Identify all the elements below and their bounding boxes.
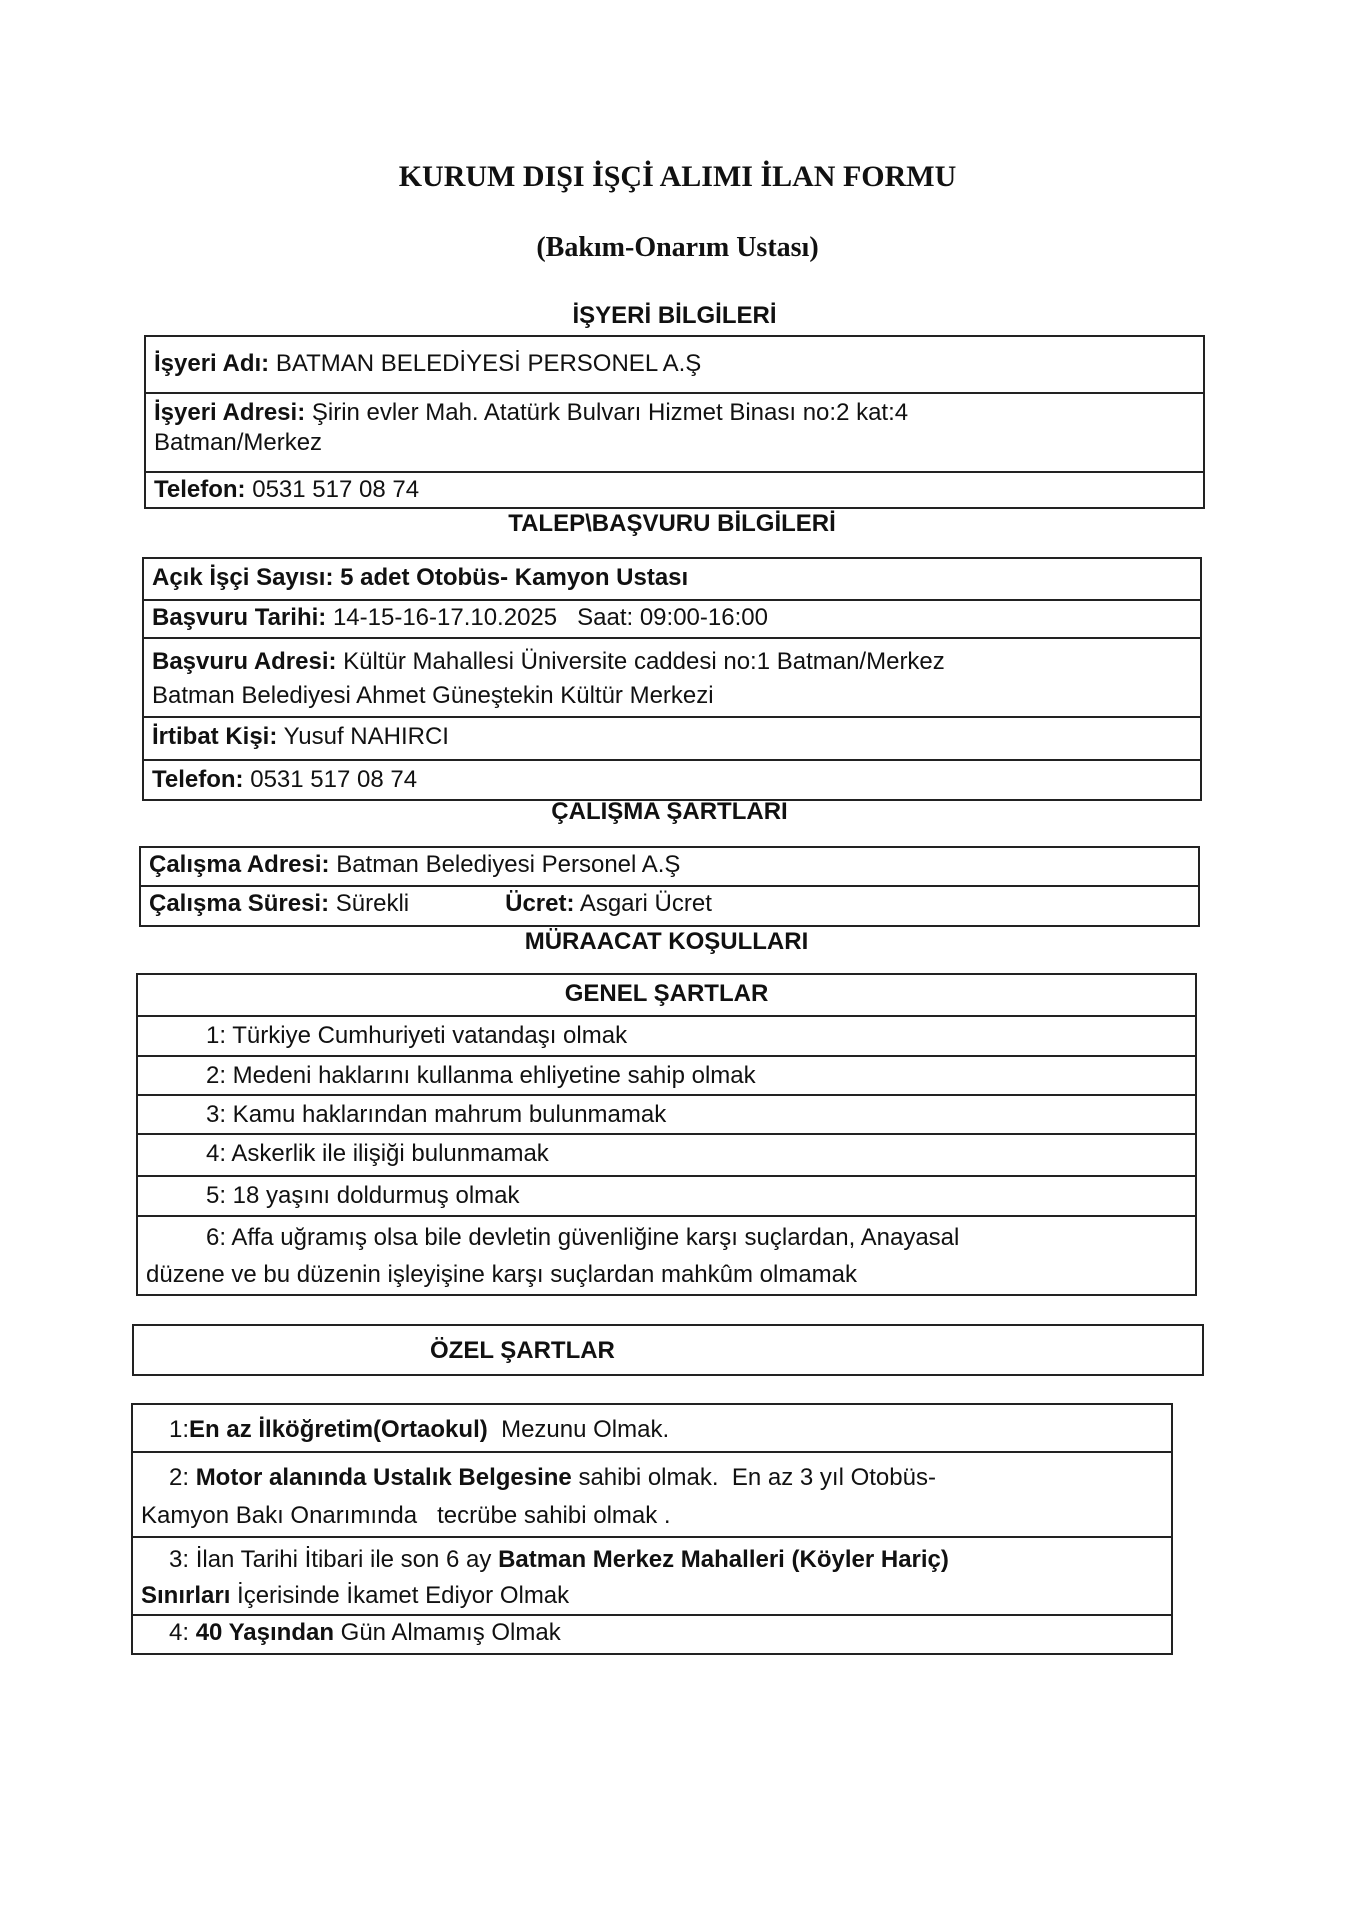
- item-text: 1: Türkiye Cumhuriyeti vatandaşı olmak: [206, 1022, 628, 1049]
- value: Batman Belediyesi Personel A.Ş: [336, 851, 681, 878]
- ucret-value: Asgari Ücret: [579, 890, 712, 917]
- item-text-line2: İçerisinde İkamet Ediyor Olmak: [230, 1582, 570, 1609]
- item-text: Mezunu Olmak.: [487, 1416, 670, 1443]
- ozel-item: [133, 1405, 1171, 1453]
- ozel-sartlar-table: [131, 1403, 1173, 1655]
- genel-item: [138, 1096, 1195, 1135]
- item-num: 4:: [169, 1619, 196, 1646]
- value: 5 adet Otobüs- Kamyon Ustası: [340, 564, 689, 591]
- calisma-heading: ÇALIŞMA ŞARTLARI: [551, 798, 788, 825]
- item-text: 3: Kamu haklarından mahrum bulunmamak: [206, 1101, 667, 1128]
- label: Çalışma Süresi:: [149, 890, 330, 917]
- item-text: İlan Tarihi İtibari ile son 6 ay: [195, 1546, 499, 1573]
- value: BATMAN BELEDİYESİ PERSONEL A.Ş: [275, 350, 702, 377]
- ozel-item: [133, 1616, 1171, 1655]
- form-subtitle: (Bakım-Onarım Ustası): [536, 232, 819, 263]
- value-line2: Batman Belediyesi Ahmet Güneştekin Kültür Merkezi: [152, 682, 714, 709]
- isyeri-adres-row: [146, 394, 1203, 473]
- isyeri-table: [144, 335, 1205, 509]
- form-title: KURUM DIŞI İŞÇİ ALIMI İLAN FORMU: [398, 160, 957, 193]
- value: 14-15-16-17.10.2025 Saat: 09:00-16:00: [332, 604, 768, 631]
- irtibat-row: [144, 718, 1200, 761]
- muracaat-heading: MÜRAACAT KOŞULLARI: [524, 928, 809, 955]
- isyeri-telefon-row: [146, 473, 1203, 509]
- talep-heading: TALEP\BAŞVURU BİLGİLERİ: [508, 510, 836, 537]
- value: 0531 517 08 74: [252, 476, 420, 503]
- ozel-sartlar-heading-box: [132, 1324, 1204, 1376]
- ozel-item: [133, 1453, 1171, 1538]
- label: Telefon:: [154, 476, 246, 503]
- genel-item: [138, 1217, 1195, 1296]
- genel-item: [138, 1057, 1195, 1096]
- calisma-sure-row: [141, 887, 1198, 927]
- label: Telefon:: [152, 766, 244, 793]
- basvuru-adres-row: [144, 639, 1200, 718]
- calisma-table: [139, 846, 1200, 927]
- value: Şirin evler Mah. Atatürk Bulvarı Hizmet Binası no:2 kat:4: [311, 399, 909, 426]
- genel-item: [138, 1135, 1195, 1177]
- ozel-heading: ÖZEL ŞARTLAR: [430, 1337, 615, 1364]
- item-text: 4: Askerlik ile ilişiği bulunmamak: [206, 1140, 549, 1167]
- ucret-label: Ücret:: [505, 890, 575, 917]
- item-text: 2: Medeni haklarını kullanma ehliyetine sahip olmak: [206, 1062, 756, 1089]
- calisma-adres-row: [141, 848, 1198, 887]
- label: İşyeri Adı:: [154, 350, 270, 377]
- item-text: 6: Affa uğramış olsa bile devletin güvenliğine karşı suçlardan, Anayasal: [206, 1224, 960, 1251]
- item-bold: 40 Yaşından: [195, 1619, 334, 1646]
- item-num: 3:: [169, 1546, 196, 1573]
- genel-item: [138, 1177, 1195, 1217]
- isyeri-adi-row: [146, 337, 1203, 394]
- item-text-line2: düzene ve bu düzenin işleyişine karşı suçlardan mahkûm olmamak: [146, 1261, 858, 1288]
- item-bold: Motor alanında Ustalık Belgesine: [195, 1464, 572, 1491]
- label: İrtibat Kişi:: [152, 723, 278, 750]
- value: Yusuf NAHIRCI: [283, 723, 449, 750]
- item-bold-line2: Sınırları: [141, 1582, 231, 1609]
- item-text: Gün Almamış Olmak: [334, 1619, 561, 1646]
- item-num: 2:: [169, 1464, 196, 1491]
- genel-item: [138, 1017, 1195, 1057]
- item-text: 5: 18 yaşını doldurmuş olmak: [206, 1182, 520, 1209]
- label: Açık İşçi Sayısı:: [152, 564, 334, 591]
- label: Başvuru Adresi:: [152, 648, 337, 675]
- ozel-item: [133, 1538, 1171, 1616]
- isyeri-heading: İŞYERİ BİLGİLERİ: [572, 302, 777, 329]
- label: Çalışma Adresi:: [149, 851, 330, 878]
- talep-table: [142, 557, 1202, 801]
- value: Sürekli: [335, 890, 410, 917]
- tarih-row: [144, 601, 1200, 639]
- item-text-line2: Kamyon Bakı Onarımında tecrübe sahibi olmak .: [141, 1502, 671, 1529]
- genel-sartlar-table: [136, 973, 1197, 1296]
- genel-heading-row: [138, 975, 1195, 1017]
- label: İşyeri Adresi:: [154, 399, 306, 426]
- sayi-row: [144, 559, 1200, 601]
- item-bold: En az İlköğretim(Ortaokul): [189, 1416, 488, 1443]
- item-text: sahibi olmak. En az 3 yıl Otobüs-: [571, 1464, 936, 1491]
- value-line2: Batman/Merkez: [154, 429, 323, 456]
- item-num: 1:: [169, 1416, 190, 1443]
- genel-heading: GENEL ŞARTLAR: [564, 980, 769, 1007]
- label: Başvuru Tarihi:: [152, 604, 327, 631]
- value: Kültür Mahallesi Üniversite caddesi no:1 Batman/Merkez: [343, 648, 945, 675]
- talep-telefon-row: [144, 761, 1200, 801]
- value: 0531 517 08 74: [250, 766, 418, 793]
- item-bold: Batman Merkez Mahalleri (Köyler Hariç): [498, 1546, 949, 1573]
